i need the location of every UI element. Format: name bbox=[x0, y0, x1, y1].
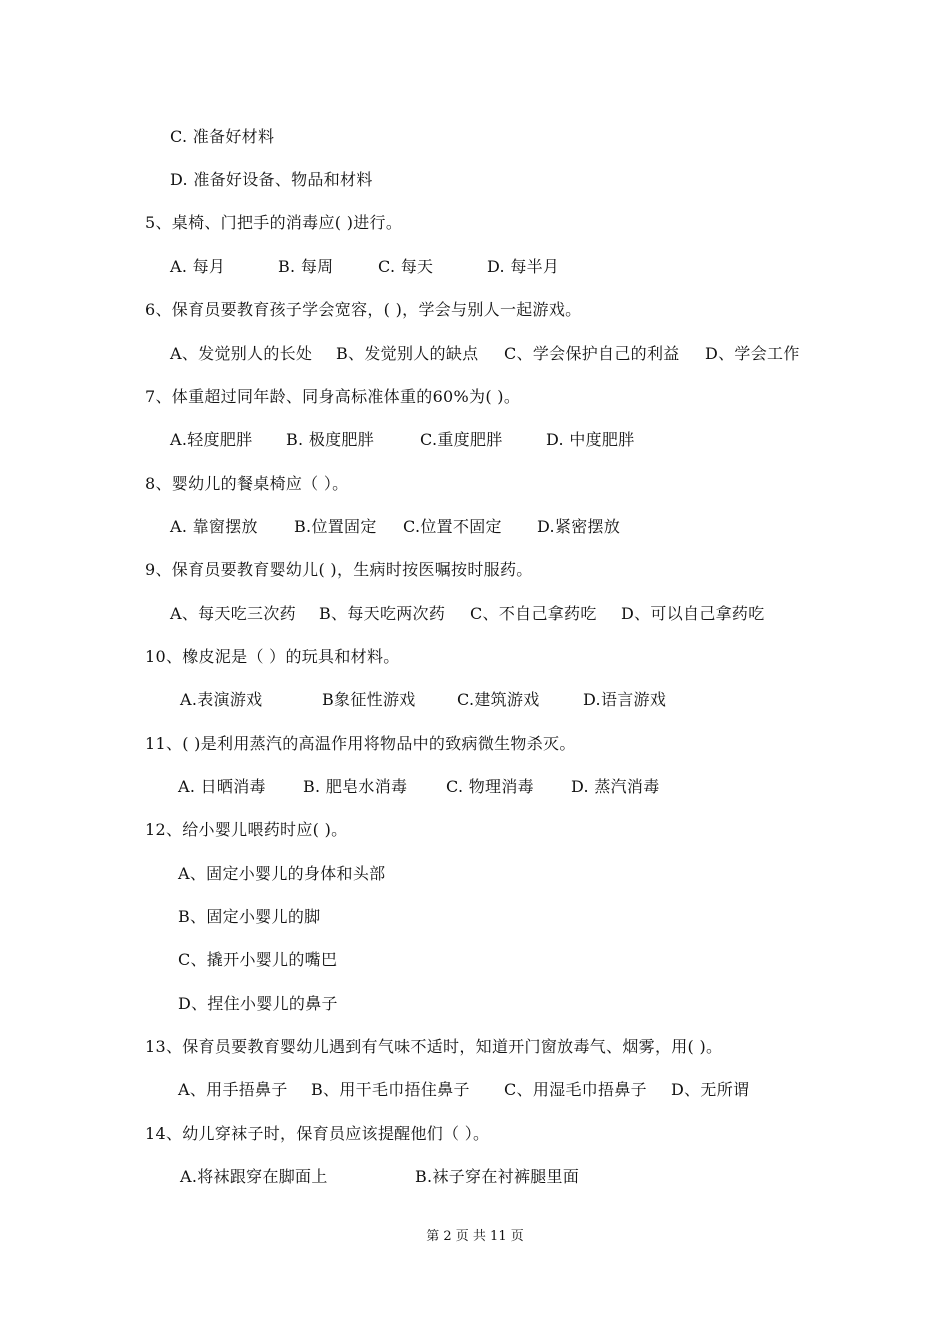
q9-option-c: C、不自己拿药吃 bbox=[470, 604, 597, 623]
q8-option-a: A. 靠窗摆放 bbox=[170, 517, 258, 536]
q8-option-d: D.紧密摆放 bbox=[537, 517, 621, 536]
q13-option-c: C、用湿毛巾捂鼻子 bbox=[504, 1080, 647, 1099]
q6-option-b: B、发觉别人的缺点 bbox=[336, 344, 479, 363]
q7-option-c: C.重度肥胖 bbox=[420, 430, 503, 449]
q6-stem: 6、保育员要教育孩子学会宽容，( )，学会与别人一起游戏。 bbox=[145, 300, 582, 319]
q14-stem: 14、幼儿穿袜子时，保育员应该提醒他们（ ）。 bbox=[145, 1124, 490, 1143]
q5-option-c: C. 每天 bbox=[378, 257, 434, 276]
q8-stem: 8、婴幼儿的餐桌椅应（ ）。 bbox=[145, 474, 349, 493]
q12-option-c: C、撬开小婴儿的嘴巴 bbox=[178, 950, 338, 969]
q14-option-b: B.袜子穿在衬裤腿里面 bbox=[415, 1167, 580, 1186]
q12-option-b: B、固定小婴儿的脚 bbox=[178, 907, 321, 926]
q7-stem: 7、体重超过同年龄、同身高标准体重的60%为( )。 bbox=[145, 387, 521, 406]
q5-option-a: A. 每月 bbox=[170, 257, 226, 276]
q11-stem: 11、( )是利用蒸汽的高温作用将物品中的致病微生物杀灭。 bbox=[145, 734, 576, 753]
q12-option-d: D、捏住小婴儿的鼻子 bbox=[178, 994, 338, 1013]
q5-stem: 5、桌椅、门把手的消毒应( )进行。 bbox=[145, 213, 403, 232]
q6-option-d: D、学会工作 bbox=[705, 344, 800, 363]
q12-stem: 12、给小婴儿喂药时应( )。 bbox=[145, 820, 348, 839]
q6-option-c: C、学会保护自己的利益 bbox=[504, 344, 680, 363]
q11-option-d: D. 蒸汽消毒 bbox=[571, 777, 660, 796]
q7-option-b: B. 极度肥胖 bbox=[286, 430, 375, 449]
q13-stem: 13、保育员要教育婴幼儿遇到有气味不适时，知道开门窗放毒气、烟雾，用( )。 bbox=[145, 1037, 723, 1056]
q7-option-a: A.轻度肥胖 bbox=[170, 430, 253, 449]
q4-option-d: D. 准备好设备、物品和材料 bbox=[170, 170, 373, 189]
q10-option-d: D.语言游戏 bbox=[583, 690, 667, 709]
q5-option-d: D. 每半月 bbox=[487, 257, 560, 276]
q9-option-d: D、可以自己拿药吃 bbox=[621, 604, 765, 623]
q9-option-b: B、每天吃两次药 bbox=[319, 604, 446, 623]
q11-option-a: A. 日晒消毒 bbox=[178, 777, 266, 796]
page-footer: 第 2 页 共 11 页 bbox=[426, 1229, 524, 1244]
q10-option-c: C.建筑游戏 bbox=[457, 690, 540, 709]
q13-option-d: D、无所谓 bbox=[671, 1080, 750, 1099]
q8-option-b: B.位置固定 bbox=[294, 517, 377, 536]
q10-option-b: B象征性游戏 bbox=[322, 690, 416, 709]
q13-option-a: A、用手捂鼻子 bbox=[178, 1080, 288, 1099]
q10-option-a: A.表演游戏 bbox=[180, 690, 263, 709]
q9-option-a: A、每天吃三次药 bbox=[170, 604, 296, 623]
q14-option-a: A.将袜跟穿在脚面上 bbox=[180, 1167, 328, 1186]
q7-option-d: D. 中度肥胖 bbox=[546, 430, 635, 449]
q8-option-c: C.位置不固定 bbox=[403, 517, 502, 536]
q9-stem: 9、保育员要教育婴幼儿( )，生病时按医嘱按时服药。 bbox=[145, 560, 533, 579]
q5-option-b: B. 每周 bbox=[278, 257, 334, 276]
q11-option-b: B. 肥皂水消毒 bbox=[303, 777, 408, 796]
q4-option-c: C. 准备好材料 bbox=[170, 127, 275, 146]
q11-option-c: C. 物理消毒 bbox=[446, 777, 534, 796]
q12-option-a: A、固定小婴儿的身体和头部 bbox=[178, 864, 386, 883]
q6-option-a: A、发觉别人的长处 bbox=[170, 344, 313, 363]
q13-option-b: B、用干毛巾捂住鼻子 bbox=[311, 1080, 470, 1099]
q10-stem: 10、橡皮泥是（ ）的玩具和材料。 bbox=[145, 647, 400, 666]
